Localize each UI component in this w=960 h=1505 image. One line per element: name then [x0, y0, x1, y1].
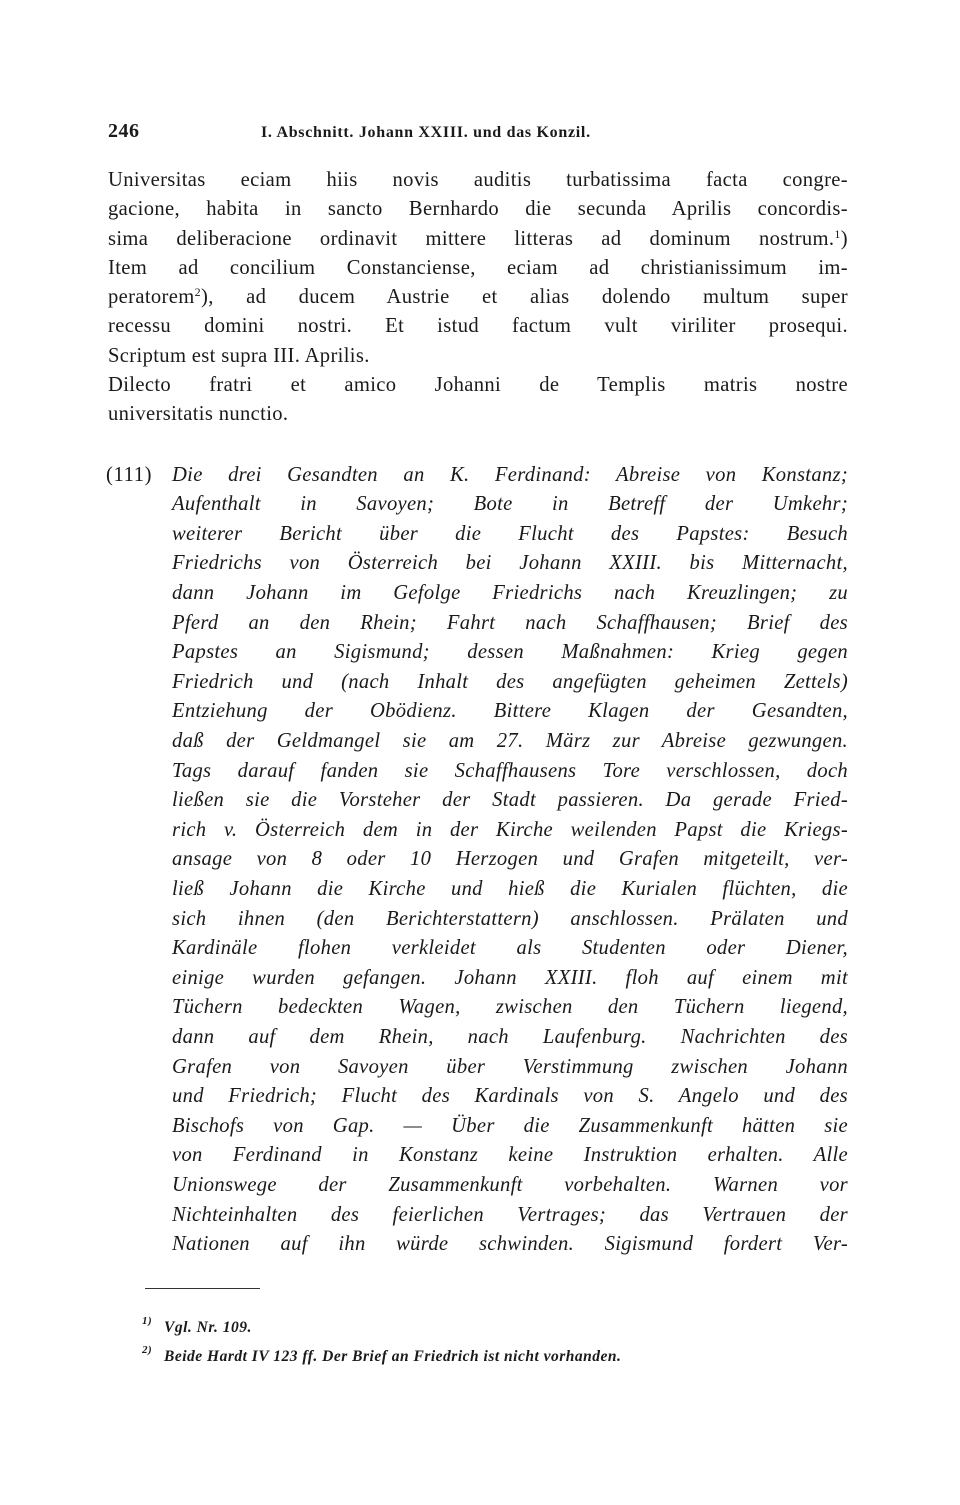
- entry-line: daß der Geldmangel sie am 27. März zur Abreise gezwungen.: [172, 730, 848, 753]
- letter-line: [108, 283, 848, 312]
- entry-line: Nationen auf ihn würde schwinden. Sigismund fordert Ver-: [172, 1233, 848, 1256]
- entry-line: Tüchern bedeckten Wagen, zwischen den Tüchern liegend,: [172, 996, 848, 1019]
- letter-text: [108, 166, 848, 430]
- footnote-marker: 2): [142, 1343, 153, 1356]
- entry-line: ließ Johann die Kirche und hieß die Kurialen flüchten, die: [172, 877, 848, 900]
- footnote-ref-2: 2: [194, 285, 201, 300]
- entry-line: Pferd an den Rhein; Fahrt nach Schaffhausen; Brief des: [172, 611, 848, 634]
- footnote-rule: [145, 1288, 260, 1289]
- entry-line: dann Johann im Gefolge Friedrichs nach Kreuzlingen; zu: [172, 582, 848, 605]
- letter-line: Scriptum est supra III. Aprilis.: [108, 344, 370, 367]
- entry-line: Bischofs von Gap. — Über die Zusammenkunft hätten sie: [172, 1114, 848, 1137]
- entry-body: [172, 461, 848, 1260]
- entry-line: Entziehung der Obödienz. Bittere Klagen der Gesandten,: [172, 700, 848, 723]
- entry-line: einige wurden gefangen. Johann XXIII. floh auf einem mit: [172, 966, 848, 989]
- entry-line: ansage von 8 oder 10 Herzogen und Grafen mitgeteilt, ver-: [172, 848, 848, 871]
- entry-line: Grafen von Savoyen über Verstimmung zwischen Johann: [172, 1055, 848, 1078]
- entry-line: Nichteinhalten des feierlichen Vertrages; das Vertrauen der: [172, 1203, 848, 1226]
- entry-line: Friedrich und (nach Inhalt des angefügten geheimen Zettels): [172, 670, 848, 693]
- letter-line-tail: ): [840, 227, 848, 250]
- entry-line: Unionswege der Zusammenkunft vorbehalten. Warnen vor: [172, 1173, 848, 1196]
- footnote-ref-1: 1: [834, 226, 841, 241]
- entry-line: rich v. Österreich dem in der Kirche weilenden Papst die Kriegs-: [172, 818, 848, 841]
- letter-line: [108, 225, 848, 254]
- entry-line: Tags darauf fanden sie Schaffhausens Tore verschlossen, doch: [172, 759, 848, 782]
- footnotes: [108, 1313, 848, 1371]
- entry-line: und Friedrich; Flucht des Kardinals von S. Angelo und des: [172, 1085, 848, 1108]
- letter-line: Item ad concilium Constanciense, eciam ad christianissimum im-: [108, 256, 848, 279]
- entry-line: von Ferdinand in Konstanz keine Instruktion erhalten. Alle: [172, 1144, 848, 1167]
- entry-number: (111): [106, 463, 153, 486]
- footnote-text: Beide Hardt IV 123 ff. Der Brief an Friedrich ist nicht vorhanden.: [164, 1347, 622, 1365]
- running-head: I. Abschnitt. Johann XXIII. und das Konzil.: [261, 124, 591, 141]
- entry-line: Papstes an Sigismund; dessen Maßnahmen: Krieg gegen: [172, 641, 848, 664]
- entry-line: dann auf dem Rhein, nach Laufenburg. Nachrichten des: [172, 1025, 848, 1048]
- letter-line: recessu domini nostri. Et istud factum vult viriliter prosequi.: [108, 315, 848, 338]
- entry-line: sich ihnen (den Berichterstattern) anschlossen. Prälaten und: [172, 907, 848, 930]
- address-line: universitatis nunctio.: [108, 403, 289, 426]
- footnote: [142, 1342, 848, 1371]
- footnote-marker: 1): [142, 1314, 153, 1327]
- entry-line: Die drei Gesandten an K. Ferdinand: Abreise von Konstanz;: [172, 463, 848, 486]
- address-line: Dilecto fratri et amico Johanni de Templis matris nostre: [108, 374, 848, 397]
- letter-line-pre: peratorem: [108, 286, 195, 309]
- entry-line: Kardinäle flohen verkleidet als Studenten oder Diener,: [172, 937, 848, 960]
- letter-line-text: sima deliberacione ordinavit mittere litteras ad dominum nostrum.: [108, 227, 835, 250]
- letter-line: gacione, habita in sancto Bernhardo die secunda Aprilis concordis-: [108, 198, 848, 221]
- regest-entry: [108, 461, 848, 1260]
- letter-line-post: ), ad ducem Austrie et alias dolendo multum super: [200, 286, 848, 309]
- page-number: 246: [108, 120, 140, 142]
- entry-line: ließen sie die Vorsteher der Stadt passieren. Da gerade Fried-: [172, 789, 848, 812]
- footnote: [142, 1313, 848, 1342]
- entry-line: weiterer Bericht über die Flucht des Papstes: Besuch: [172, 522, 848, 545]
- letter-line: Universitas eciam hiis novis auditis turbatissima facta congre-: [108, 169, 848, 191]
- book-page: [108, 110, 848, 1371]
- footnote-text: Vgl. Nr. 109.: [164, 1318, 252, 1336]
- entry-line: Friedrichs von Österreich bei Johann XXIII. bis Mitternacht,: [172, 552, 848, 575]
- page-header: [108, 110, 848, 150]
- entry-line: Aufenthalt in Savoyen; Bote in Betreff der Umkehr;: [172, 493, 848, 516]
